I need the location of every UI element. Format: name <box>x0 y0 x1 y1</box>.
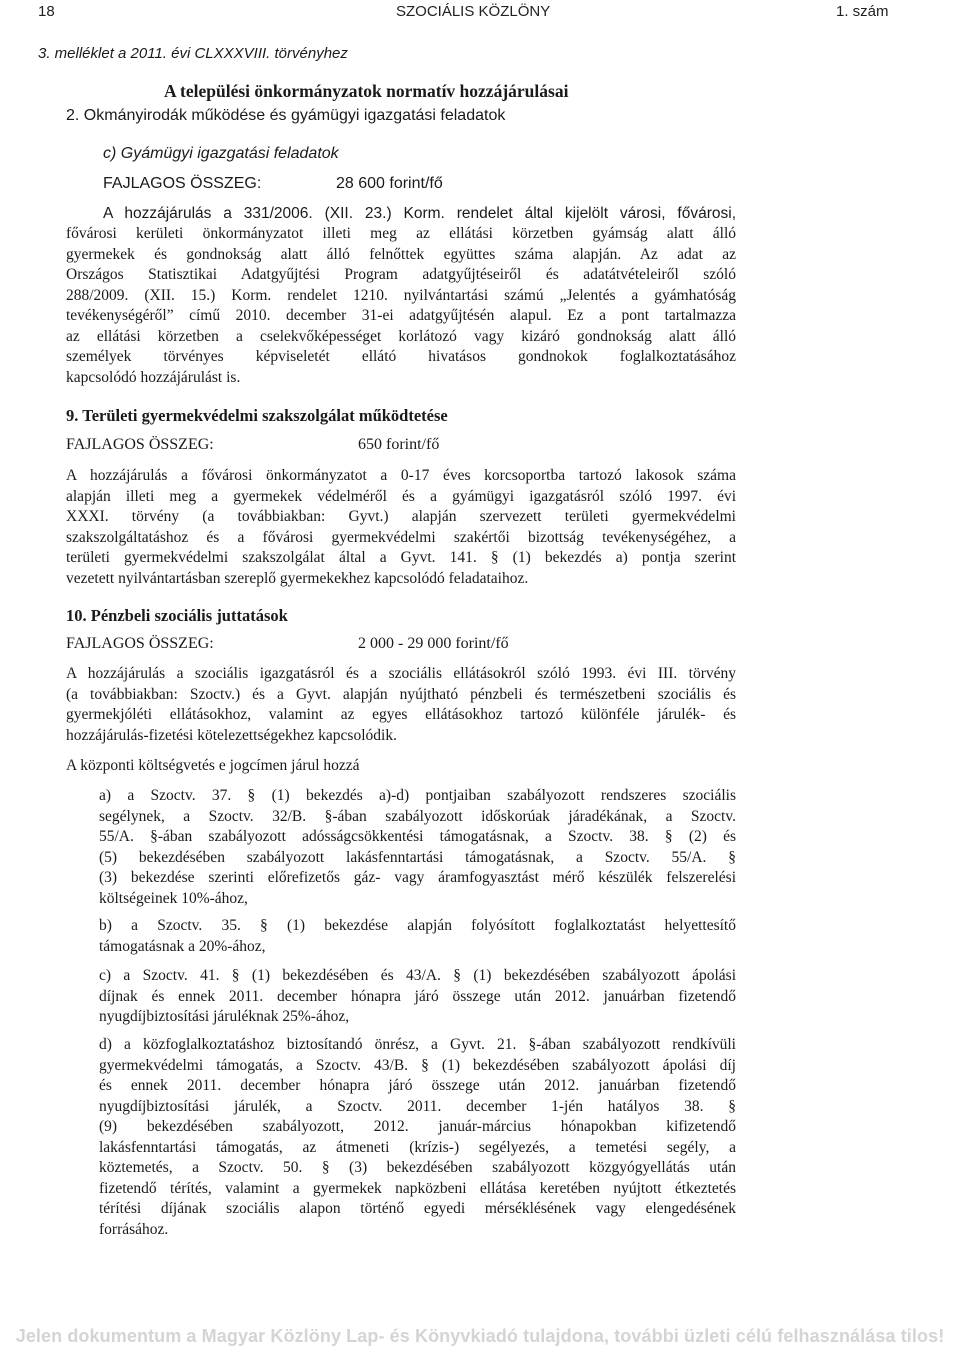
section-2-paragraph-body <box>66 224 736 388</box>
text-line: forrásához. <box>99 1220 169 1238</box>
section-9-amount-label: FAJLAGOS ÖSSZEG: <box>66 436 214 453</box>
section-2-amount-value: 28 600 forint/fő <box>336 175 443 192</box>
text-line: díjnak és ennek 2011. december hónapra járó összege után 2012. januárban fizetendő <box>99 987 736 1005</box>
text-line: és ennek 2011. december hónapra járó összege után 2012. januárban fizetendő <box>99 1077 736 1094</box>
section-10-amount-value: 2 000 - 29 000 forint/fő <box>358 635 509 652</box>
text-line: kapcsolódó hozzájárulást is. <box>66 368 241 386</box>
text-line: alapján illeti meg a gyermekek védelméről és a gyámügyi igazgatásról szóló 1997. évi <box>66 487 736 505</box>
text-line: a) a Szoctv. 37. § (1) bekezdés a)-d) pontjaiban szabályozott rendszeres szociális <box>99 787 736 804</box>
text-line: lakásfenntartási támogatás, az átmeneti (krízis-) segélyezés, a temetési segély, a <box>99 1138 736 1156</box>
section-10-heading: 10. Pénzbeli szociális juttatások <box>66 606 288 625</box>
main-title: A települési önkormányzatok normatív hozzájárulásai <box>164 81 569 101</box>
page-number: 18 <box>38 3 55 20</box>
list-item-a <box>99 786 736 909</box>
list-item-c <box>99 966 736 1028</box>
text-line: 288/2009. (XII. 15.) Korm. rendelet 1210. nyilvántartási számú „Jelentés a gyámhatóság <box>66 286 736 304</box>
text-line: b) a Szoctv. 35. § (1) bekezdése alapján folyósított foglalkoztatást helyettesítő <box>99 917 736 934</box>
section-2-subheading: c) Gyámügyi igazgatási feladatok <box>103 145 339 162</box>
text-line: (9) bekezdésében szabályozott, 2012. január-március hónapokban kifizetendő <box>99 1118 736 1135</box>
text-line: (5) bekezdésében szabályozott lakásfenntartási támogatásnak, a Szoctv. 55/A. § <box>99 848 736 866</box>
section-2-heading: 2. Okmányirodák működése és gyámügyi igazgatási feladatok <box>66 107 506 124</box>
text-line: gyermekek és gondnokság alatt álló felnőttek együttes száma alapján. Az adat az <box>66 245 736 263</box>
text-line: tevékenységéről” című 2010. december 31-ei adatgyűjtésén alapul. Ez a pont tartalmazza <box>66 307 736 324</box>
text-line: támogatásnak a 20%-ához, <box>99 937 266 955</box>
text-line: (a továbbiakban: Szoctv.) és a Gyvt. alapján nyújtható pénzbeli és természetbeni szociális és <box>66 685 736 703</box>
text-line: A hozzájárulás a fővárosi önkormányzatot a 0-17 éves korcsoportba tartozó lakosok száma <box>66 467 736 484</box>
text-line: segélynek, a Szoctv. 32/B. §-ában szabályozott időskorúak járadékának, a Szoctv. <box>99 807 736 825</box>
section-2-amount-label: FAJLAGOS ÖSSZEG: <box>103 175 262 192</box>
text-line: fővárosi kerületi önkormányzatot illeti meg az ellátási körzetben gyámság alatt álló <box>66 225 736 242</box>
section-10-paragraph <box>66 664 736 746</box>
text-line: nyugdíjbiztosítási járulék, a Szoctv. 2011. december 1-jén hatályos 38. § <box>99 1097 736 1115</box>
section-9-amount-value: 650 forint/fő <box>358 436 440 453</box>
text-line: d) a közfoglalkoztatáshoz biztosítandó önrész, a Gyvt. 21. §-ában szabályozott rendkívüli <box>99 1036 736 1053</box>
text-line: c) a Szoctv. 41. § (1) bekezdésében és 43/A. § (1) bekezdésében szabályozott ápolási <box>99 967 736 984</box>
section-10-intro: A központi költségvetés e jogcímen járul hozzá <box>66 757 360 774</box>
copyright-watermark: Jelen dokumentum a Magyar Közlöny Lap- és Könyvkiadó tulajdona, további üzleti célú felhasználása tilos! <box>15 1326 945 1346</box>
text-line: térítési díjának szociális alapon történő egyedi mérséklésének vagy elengedésének <box>99 1200 736 1217</box>
issue-number: 1. szám <box>836 3 889 20</box>
text-line: vezetett nyilvántartásban szereplő gyermekekhez kapcsolódó feladataihoz. <box>66 569 529 587</box>
text-line: A hozzájárulás a szociális igazgatásról és a szociális ellátásokról szóló 1993. évi III. törvény <box>66 665 736 682</box>
section-9-heading: 9. Területi gyermekvédelmi szakszolgálat működtetése <box>66 406 448 425</box>
section-2-paragraph <box>103 204 736 225</box>
text-line: A hozzájárulás a 331/2006. (XII. 23.) Korm. rendelet által kijelölt városi, fővárosi, <box>103 205 736 222</box>
journal-title: SZOCIÁLIS KÖZLÖNY <box>396 3 551 20</box>
text-line: szakszolgáltatáshoz és a fővárosi gyermekvédelmi szakértői bizottság tevékenységéhez, a <box>66 528 736 546</box>
text-line: gyermekvédelmi támogatás, a Szoctv. 43/B. § (1) bekezdésében szabályozott ápolási díj <box>99 1056 736 1074</box>
list-item-b <box>99 916 736 957</box>
text-line: gyermekjóléti ellátásokhoz, valamint az egyes ellátásokhoz tartozó különféle járulék- és <box>66 706 736 723</box>
text-line: hozzájárulás-fizetési kötelezettségekhez kapcsolódik. <box>66 726 397 744</box>
text-line: (3) bekezdése szerinti előrefizetős gáz- vagy áramfogyasztást mérő készülék felszerelési <box>99 869 736 886</box>
section-10-amount-label: FAJLAGOS ÖSSZEG: <box>66 635 214 652</box>
text-line: Országos Statisztikai Adatgyűjtési Program adatgyűjtéseiről és adatátvételeiről szóló <box>66 266 736 283</box>
text-line: az ellátási körzetben a cselekvőképességet korlátozó vagy kizáró gondnokság alatt álló <box>66 327 736 345</box>
text-line: fizetendő térítés, valamint a gyermekek napközbeni ellátása keretében nyújtott étkeztetés <box>99 1179 736 1197</box>
text-line: köztemetés, a Szoctv. 50. § (3) bekezdésében szabályozott közgyógyellátás után <box>99 1159 736 1176</box>
list-item-d <box>99 1035 736 1240</box>
text-line: 55/A. §-ában szabályozott adósságcsökkentési támogatásnak, a Szoctv. 38. § (2) és <box>99 828 736 845</box>
text-line: költségeinek 10%-ához, <box>99 889 248 907</box>
text-line: XXXI. törvény (a továbbiakban: Gyvt.) alapján szervezett területi gyermekvédelmi <box>66 508 736 525</box>
text-line: területi gyermekvédelmi szakszolgálat által a Gyvt. 141. § (1) bekezdés a) pontja szerint <box>66 549 736 566</box>
section-9-paragraph <box>66 466 736 589</box>
annex-reference: 3. melléklet a 2011. évi CLXXXVIII. törvényhez <box>38 45 348 62</box>
text-line: személyek törvényes képviseletét ellátó hivatásos gondnokok foglalkoztatásához <box>66 348 736 365</box>
text-line: nyugdíjbiztosítási járuléknak 25%-ához, <box>99 1008 350 1025</box>
